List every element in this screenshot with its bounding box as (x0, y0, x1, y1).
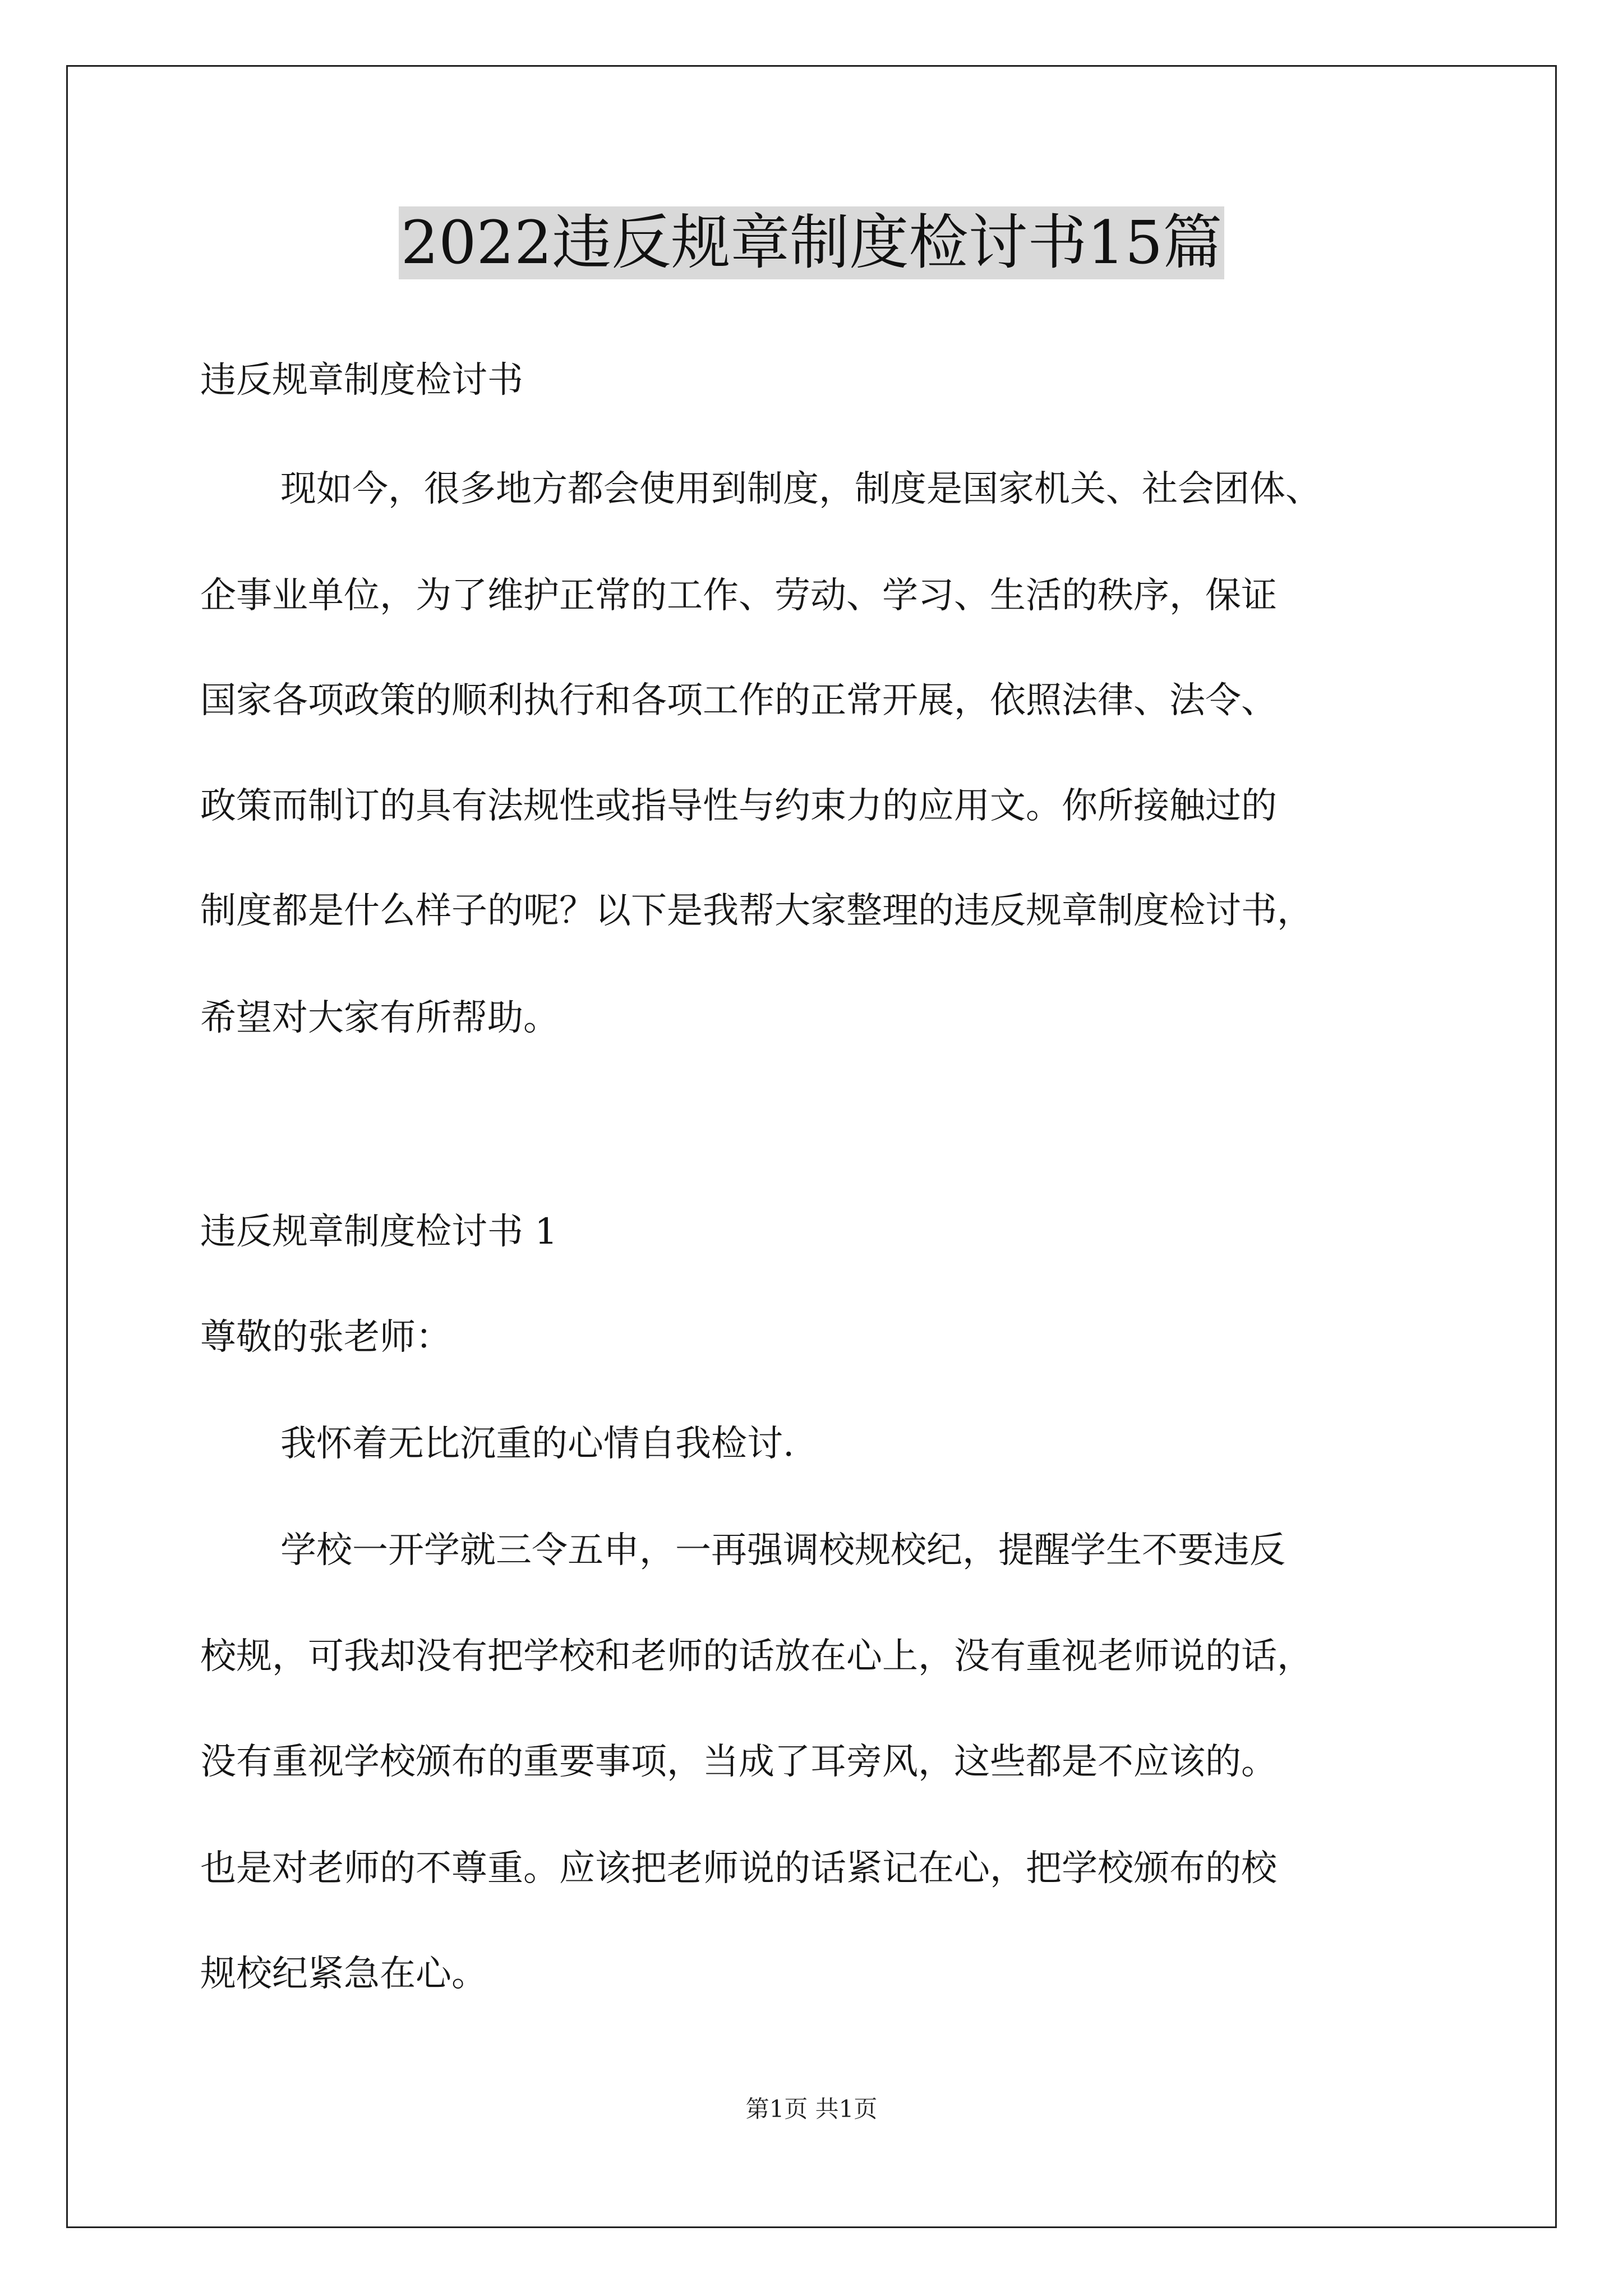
paragraph-line: 企事业单位，为了维护正常的工作、劳动、学习、生活的秩序，保证 (200, 575, 1277, 616)
salutation: 尊敬的张老师： (200, 1317, 451, 1358)
paragraph-line: 政策而制订的具有法规性或指导性与约束力的应用文。你所接触过的 (200, 785, 1277, 827)
paragraph-line: 没有重视学校颁布的重要事项，当成了耳旁风，这些都是不应该的。 (200, 1741, 1277, 1783)
paragraph-line: 国家各项政策的顺利执行和各项工作的正常开展，依照法律、法令、 (200, 680, 1277, 721)
paragraph-line: 希望对大家有所帮助。 (200, 997, 559, 1039)
paragraph-line: 也是对老师的不尊重。应该把老师说的话紧记在心，把学校颁布的校 (200, 1848, 1277, 1889)
section-heading: 违反规章制度检讨书 1 (200, 1211, 558, 1253)
paragraph-line: 校规，可我却没有把学校和老师的话放在心上，没有重视老师说的话， (200, 1636, 1313, 1677)
paragraph-line: 现如今，很多地方都会使用到制度，制度是国家机关、社会团体、 (280, 468, 1321, 510)
paragraph-line: 制度都是什么样子的呢？以下是我帮大家整理的违反规章制度检讨书， (200, 890, 1313, 932)
page-footer: 第1页 共1页 (745, 2095, 878, 2123)
paragraph-line: 我怀着无比沉重的心情自我检讨. (280, 1423, 795, 1465)
title-container (0, 206, 1623, 279)
paragraph-line: 学校一开学就三令五申，一再强调校规校纪，提醒学生不要违反 (280, 1530, 1285, 1571)
section-heading: 违反规章制度检讨书 (200, 360, 523, 401)
paragraph-line: 规校纪紧急在心。 (200, 1953, 487, 1995)
document-title: 2022违反规章制度检讨书15篇 (399, 206, 1225, 279)
